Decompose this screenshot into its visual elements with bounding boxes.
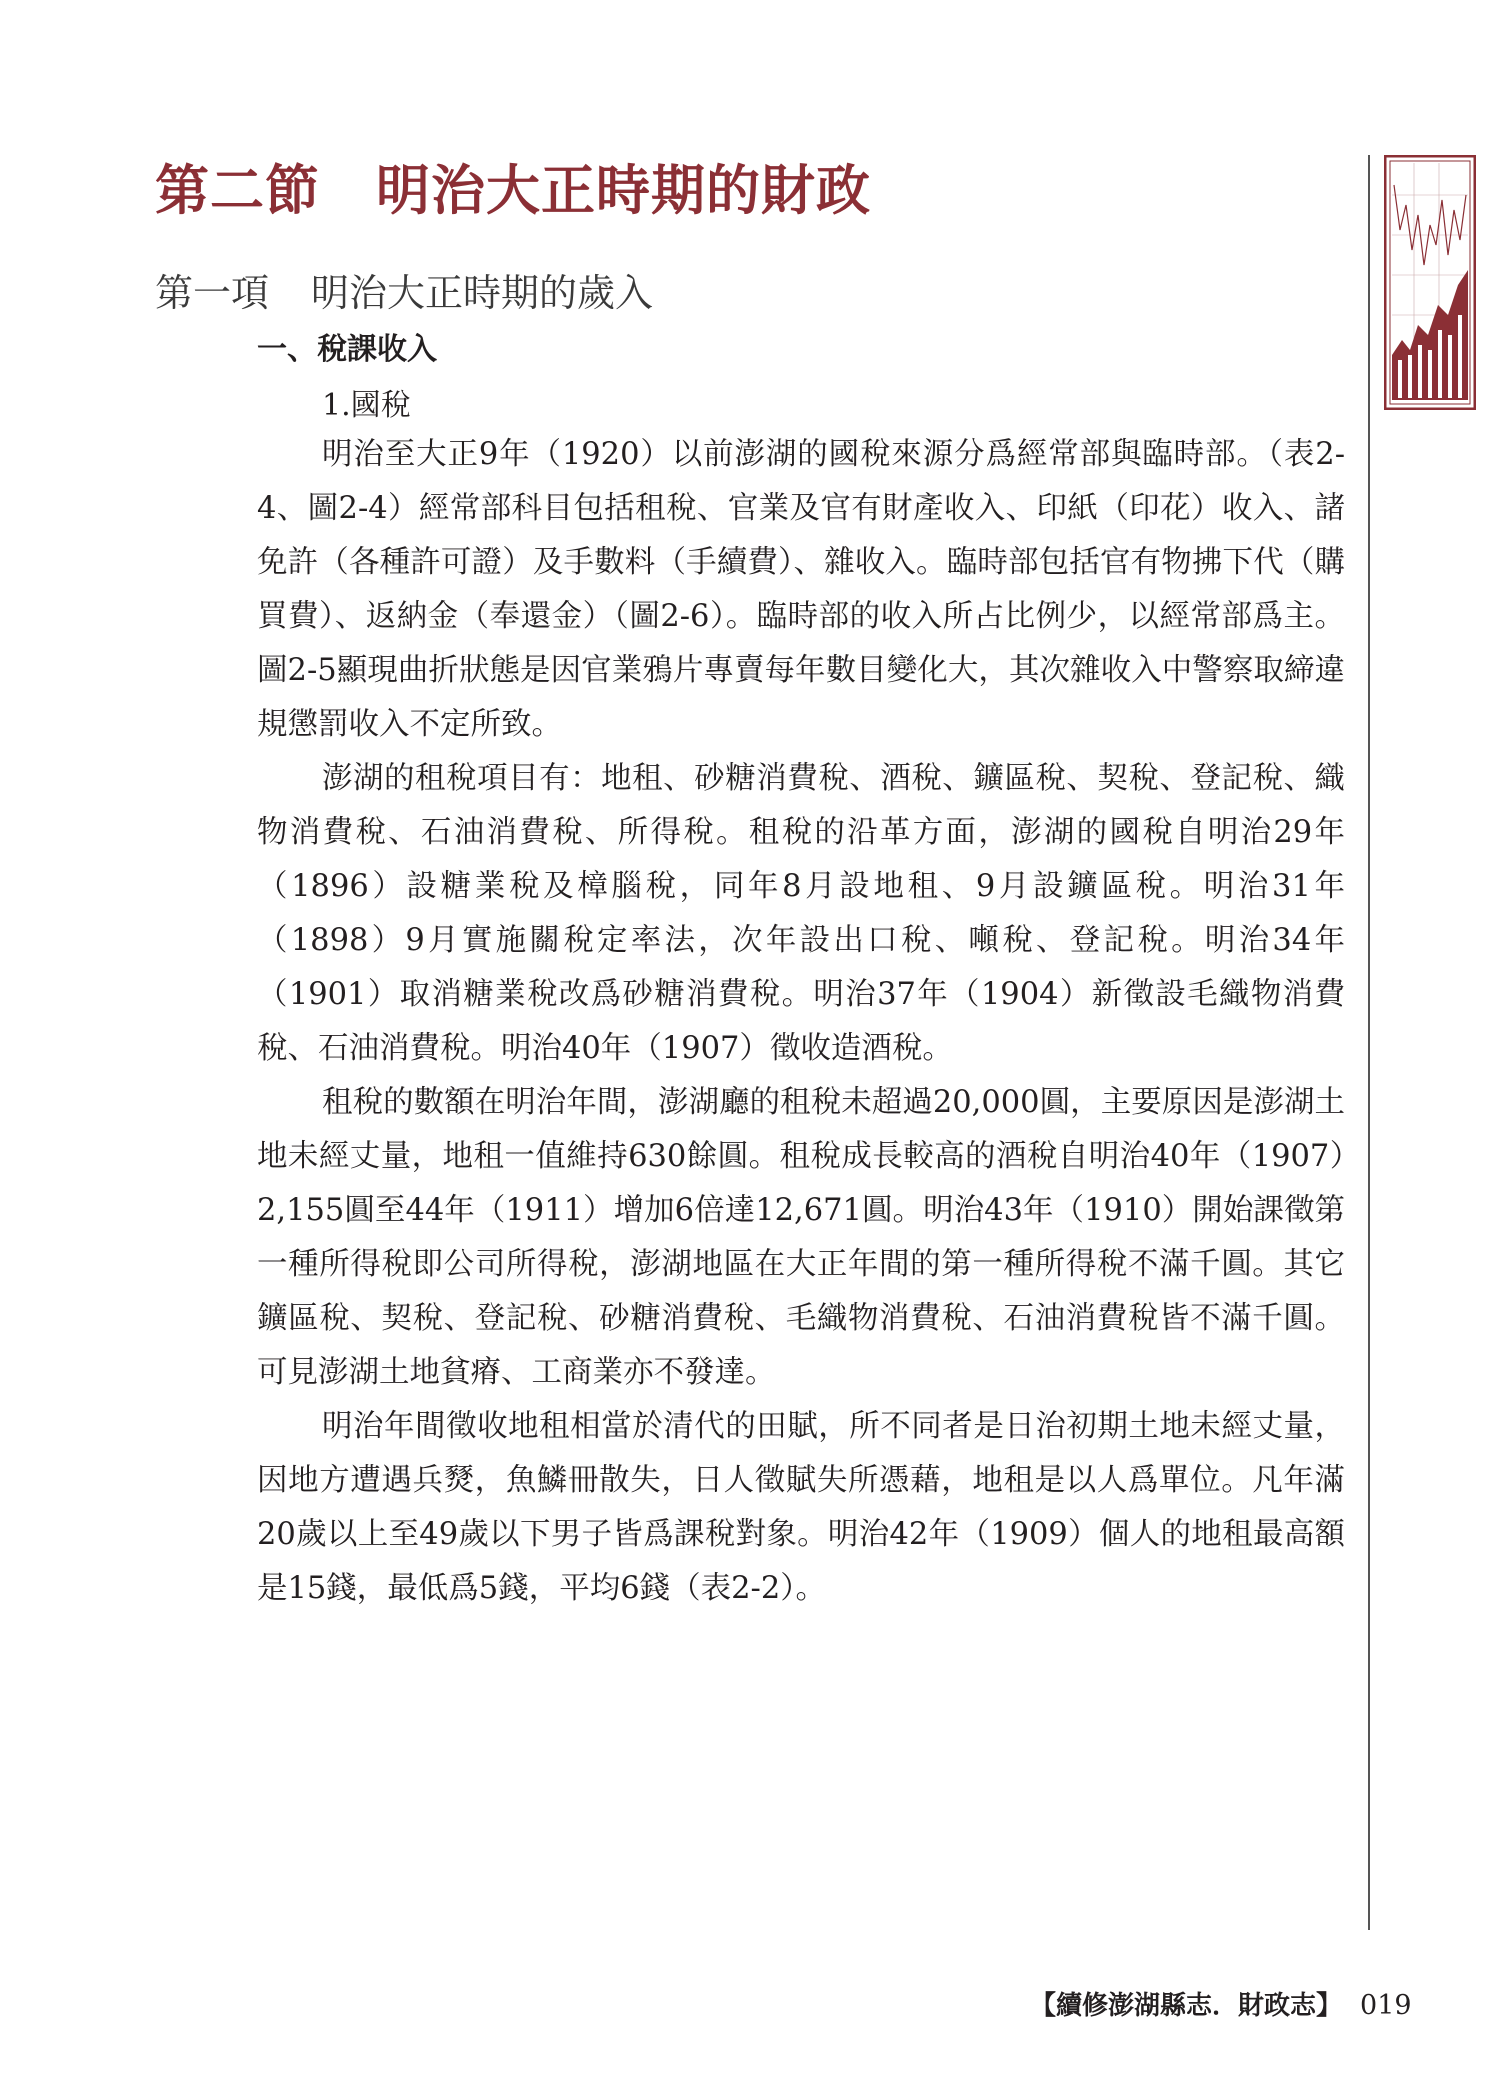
paragraph: 明治年間徵收地租相當於清代的田賦，所不同者是日治初期土地未經丈量，因地方遭遇兵燹，魚鱗冊散失，日人徵賦失所憑藉，地租是以人爲單位。凡年滿20歲以上至49歲以下男子皆爲課稅對象。明治42年（1909）個人的地租最高額是15錢，最低爲5錢，平均6錢（表2-2）。 (257, 1409, 1345, 1606)
section-title (155, 148, 871, 225)
book-title: 【續修澎湖縣志．財政志】 (1030, 1991, 1343, 2021)
body-text (257, 428, 1345, 1616)
page-footer (1030, 1985, 1412, 2022)
tax-heading: 1.國稅 (322, 388, 411, 423)
paragraph: 租稅的數額在明治年間，澎湖廳的租稅未超過20,000圓，主要原因是澎湖土地未經丈量，地租一值維持630餘圓。租稅成長較高的酒稅自明治40年（1907）2,155圓至44年（1911）增加6倍達12,671圓。明治43年（1910）開始課徵第一種所得稅即公司所得稅，澎湖地區在大正年間的第一種所得稅不滿千圓。其它鑛區稅、契稅、登記稅、砂糖消費稅、毛織物消費稅、石油消費稅皆不滿千圓。可見澎湖土地貧瘠、工商業亦不發達。 (257, 1085, 1345, 1390)
subheading: 一、稅課收入 (257, 332, 437, 367)
item-title (155, 262, 653, 317)
section-label: 第二節 (155, 158, 320, 222)
margin-rule (1368, 155, 1370, 1930)
item-title-text: 明治大正時期的歲入 (311, 271, 654, 315)
page-number: 019 (1360, 1990, 1412, 2021)
paragraph: 澎湖的租稅項目有：地租、砂糖消費稅、酒稅、鑛區稅、契稅、登記稅、織物消費稅、石油消費稅、所得稅。租稅的沿革方面，澎湖的國稅自明治29年（1896）設糖業稅及樟腦稅，同年8月設地租、9月設鑛區稅。明治31年（1898）9月實施關稅定率法，次年設出口稅、噸稅、登記稅。明治34年（1901）取消糖業稅改爲砂糖消費稅。明治37年（1904）新徵設毛織物消費稅、石油消費稅。明治40年（1907）徵收造酒稅。 (257, 761, 1345, 1066)
section-title-text: 明治大正時期的財政 (376, 158, 871, 222)
paragraph: 明治至大正9年（1920）以前澎湖的國稅來源分爲經常部與臨時部。（表2-4、圖2-4）經常部科目包括租稅、官業及官有財產收入、印紙（印花）收入、諸免許（各種許可證）及手數料（手續費）、雜收入。臨時部包括官有物拂下代（購買費）、返納金（奉還金）（圖2-6）。臨時部的收入所占比例少，以經常部爲主。圖2-5顯現曲折狀態是因官業鴉片專賣每年數目變化大，其次雜收入中警察取締違規懲罰收入不定所致。 (257, 437, 1345, 742)
chapter-emblem-icon (1384, 155, 1476, 410)
item-label: 第一項 (155, 271, 270, 315)
